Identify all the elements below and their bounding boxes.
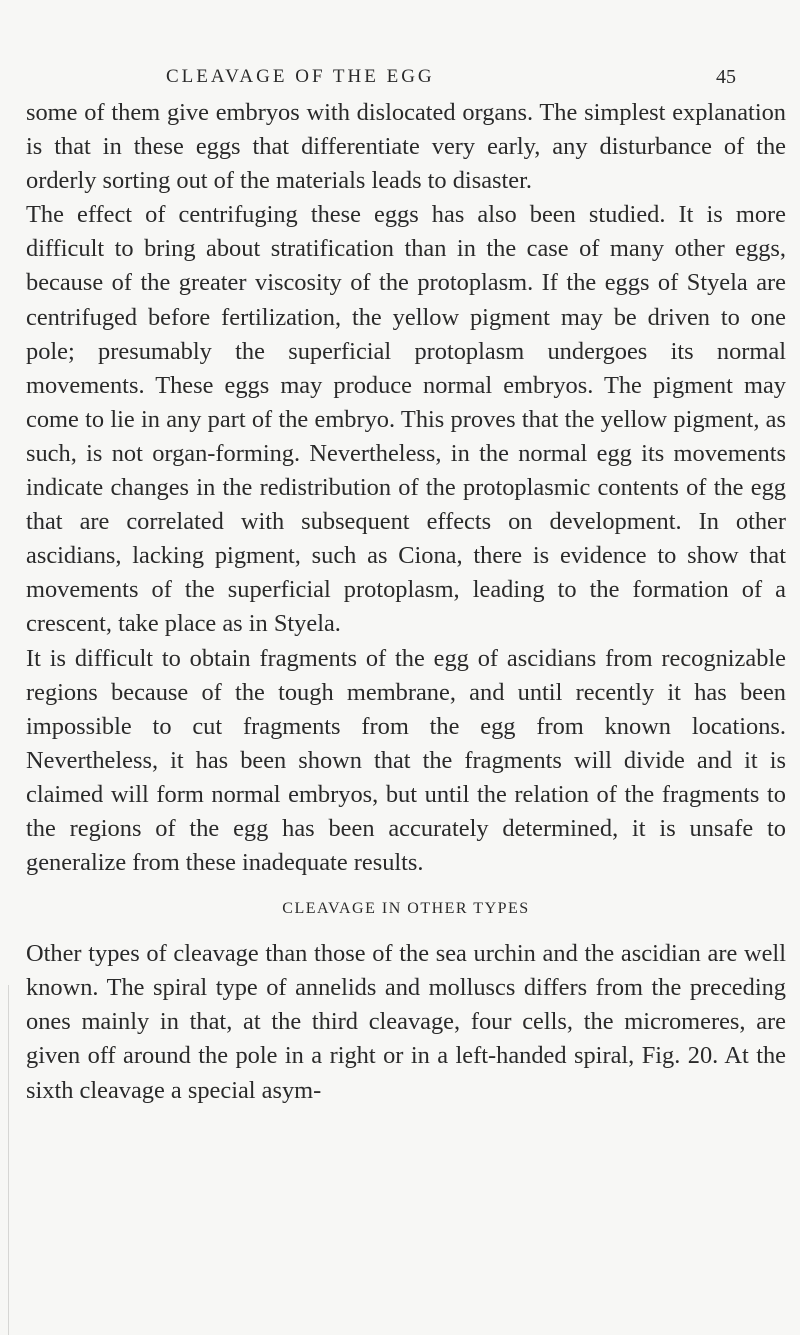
body-text bbox=[26, 96, 786, 1108]
page-number: 45 bbox=[716, 66, 736, 88]
margin-line bbox=[8, 985, 9, 1335]
running-head bbox=[166, 66, 736, 96]
paragraph-centrifuging: The effect of centrifuging these eggs has also been studied. It is more difficult to bring about stratification than in the case of many other eggs, because of the greater viscosity of the protoplasm. If the eggs of Styela are centrifuged before fertilization, the yellow pigment may be driven to one pole; presumably the superficial protoplasm undergoes its normal movements. These eggs may produce normal embryos. The pigment may come to lie in any part of the embryo. This proves that the yellow pigment, as such, is not organ-forming. Nevertheless, in the normal egg its movements indicate changes in the redistribution of the protoplasmic contents of the egg that are correlated with subsequent effects on development. In other ascidians, lacking pigment, such as Ciona, there is evidence to show that movements of the superficial protoplasm, leading to the formation of a crescent, take place as in Styela. bbox=[26, 201, 786, 638]
paragraph-continued: some of them give embryos with dislocated organs. The simplest explanation is that in these eggs that differentiate very early, any disturbance of the orderly sorting out of the materials leads to disaster. bbox=[26, 99, 786, 195]
running-title: CLEAVAGE OF THE EGG bbox=[166, 66, 435, 87]
paragraph-other-types: Other types of cleavage than those of the sea urchin and the ascidian are well known. The spiral type of annelids and molluscs differs from the preceding ones mainly in that, at the third cleavage, four cells, the micromeres, are given off around the pole in a right or in a left-handed spiral, Fig. 20. At the sixth cleavage a special asym- bbox=[26, 940, 786, 1104]
paragraph-fragments: It is difficult to obtain fragments of the egg of ascidians from recognizable regions because of the tough membrane, and until recently it has been impossible to cut fragments from the egg from known locations. Nevertheless, it has been shown that the fragments will divide and it is claimed will form normal embryos, but until the relation of the fragments to the regions of the egg has been accurately determined, it is unsafe to generalize from these inadequate results. bbox=[26, 644, 786, 877]
section-heading: CLEAVAGE IN OTHER TYPES bbox=[282, 900, 530, 918]
